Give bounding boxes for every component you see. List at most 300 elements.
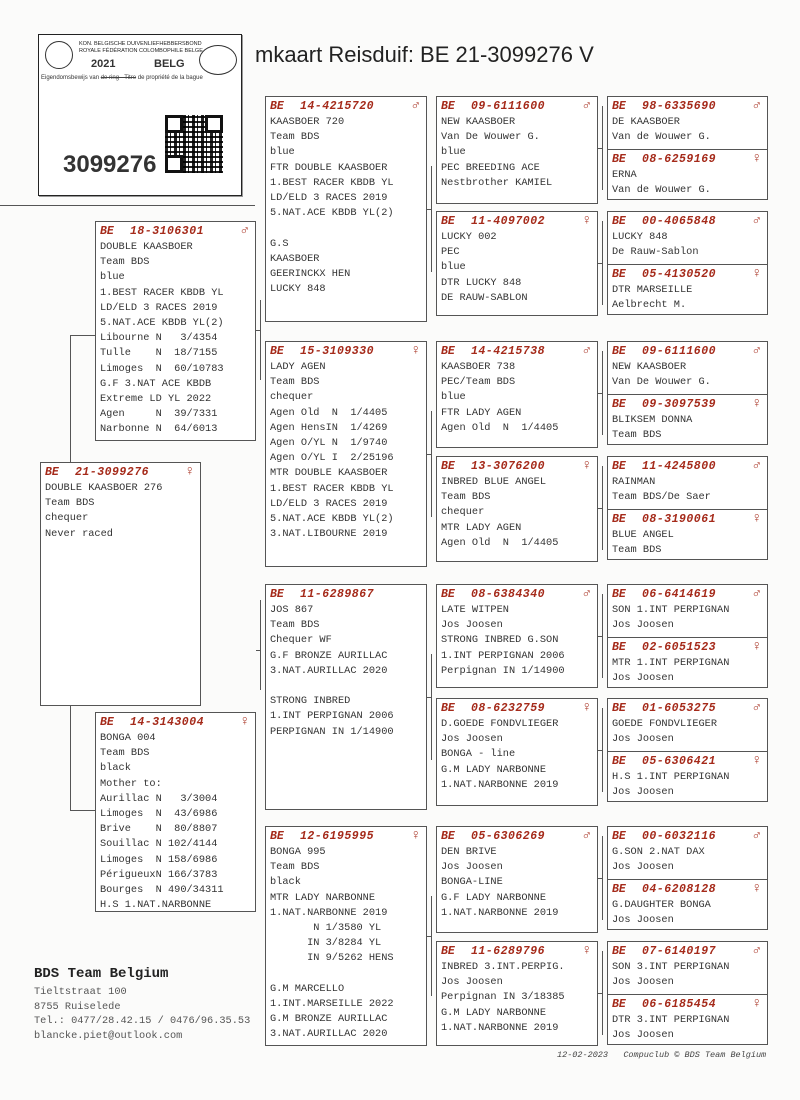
pigeon-info-line: Jos Joosen — [612, 975, 674, 988]
ring-prefix: BE — [612, 701, 626, 715]
pedigree-card-sdds — [608, 457, 767, 509]
ring-header — [608, 150, 767, 168]
connector-line — [260, 600, 261, 690]
pigeon-info-line: N 1/3580 YL — [270, 922, 382, 935]
ring-prefix: BE — [441, 214, 455, 228]
female-icon: ♀ — [240, 714, 249, 730]
connector-line — [598, 636, 602, 637]
ring-prefix: BE — [441, 587, 455, 601]
page-title: mkaart Reisduif: BE 21-3099276 V — [255, 42, 594, 67]
pigeon-info-line: Libourne N 3/4354 — [100, 332, 218, 345]
ring-header — [608, 638, 767, 656]
ring-prefix: BE — [612, 882, 626, 896]
pigeon-info-line: MTR 1.INT PERPIGNAN — [612, 657, 730, 669]
ring-header — [437, 457, 597, 475]
pigeon-info-line: blue — [441, 146, 466, 159]
pigeon-info-line: blue — [270, 146, 295, 159]
pigeon-info-line: Agen N 39/7331 — [100, 408, 218, 421]
ring-year: 2021 — [91, 58, 116, 70]
pedigree-card-pair-sss — [607, 96, 768, 200]
connector-line — [598, 508, 602, 509]
ring-prefix: BE — [270, 344, 284, 358]
ring-header — [608, 699, 767, 717]
male-icon: ♂ — [752, 98, 761, 114]
ring-number: 14-4215738 — [471, 344, 546, 358]
ring-number: 11-6289867 — [300, 587, 375, 601]
ring-header — [608, 585, 767, 603]
pigeon-info-line: Bourges N 490/34311 — [100, 884, 224, 897]
breeder-info — [34, 966, 250, 1043]
ring-number: 08-6259169 — [642, 152, 717, 166]
ring-prefix: BE — [612, 152, 626, 166]
pedigree-card-ssss — [608, 97, 767, 149]
connector-line — [70, 705, 71, 810]
ring-number: 01-6053275 — [642, 701, 717, 715]
ring-prefix: BE — [441, 459, 455, 473]
pigeon-info-line: Limoges N 60/10783 — [100, 362, 224, 375]
pigeon-info-line: Team BDS — [270, 861, 320, 874]
pigeon-info-line: 1.INT PERPIGNAN 2006 — [270, 710, 394, 723]
ring-number: 08-6232759 — [471, 701, 546, 715]
female-icon: ♀ — [411, 828, 420, 844]
pigeon-info-line: 1.INT.MARSEILLE 2022 — [270, 998, 394, 1011]
male-icon: ♂ — [752, 343, 761, 359]
pigeon-info-line — [266, 679, 426, 694]
pigeon-info-line — [266, 221, 426, 236]
ring-header — [608, 265, 767, 283]
pigeon-info-line: FTR DOUBLE KAASBOER — [270, 161, 388, 174]
ring-header — [437, 942, 597, 960]
pigeon-info-line: LUCKY 002 — [441, 231, 497, 243]
connector-line — [256, 650, 260, 651]
pigeon-info-line: MTR LADY NARBONNE — [270, 891, 376, 904]
print-credit: Compuclub © BDS Team Belgium — [623, 1050, 767, 1060]
pigeon-info-line: DEN BRIVE — [441, 846, 497, 858]
ring-number: 06-6185454 — [642, 997, 717, 1011]
ring-number: 12-6195995 — [300, 829, 375, 843]
connector-line — [427, 697, 431, 698]
ring-number: 11-4097002 — [471, 214, 546, 228]
ring-prefix: BE — [441, 829, 455, 843]
pigeon-info-line: Team BDS — [45, 497, 95, 510]
pigeon-info-line: G.F BRONZE AURILLAC — [270, 649, 388, 662]
ring-number: 09-6111600 — [642, 344, 717, 358]
pigeon-info-line: STRONG INBRED — [270, 695, 351, 708]
connector-line — [602, 708, 603, 792]
federation-line-2: ROYALE FÉDÉRATION COLOMBOPHILE BELGE — [79, 48, 203, 54]
male-icon: ♂ — [752, 458, 761, 474]
ring-number: 05-6306269 — [471, 829, 546, 843]
pigeon-info-line: G.M BRONZE AURILLAC — [270, 1013, 388, 1026]
print-stamp — [557, 1050, 766, 1060]
ring-prefix: BE — [441, 701, 455, 715]
pedigree-card-ddss — [608, 827, 767, 879]
male-icon: ♂ — [240, 223, 249, 239]
pigeon-info-line: Team BDS — [612, 543, 662, 556]
ring-prefix: BE — [270, 829, 284, 843]
pigeon-info-line: PérigueuxN 166/3783 — [100, 868, 218, 881]
ring-prefix: BE — [612, 344, 626, 358]
pigeon-info-line: JOS 867 — [270, 604, 314, 616]
ring-header — [608, 457, 767, 475]
connector-line — [427, 936, 431, 937]
pigeon-info-line: Team BDS — [270, 131, 320, 144]
female-icon: ♀ — [752, 266, 761, 282]
connector-line — [427, 209, 431, 210]
ring-prefix: BE — [441, 99, 455, 113]
pigeon-info-line: 1.NAT.NARBONNE 2019 — [441, 1021, 559, 1034]
divider — [0, 205, 255, 206]
ring-header — [437, 342, 597, 360]
pigeon-info-line: LD/ELD 3 RACES 2019 — [270, 497, 388, 510]
connector-line — [431, 411, 432, 517]
female-icon: ♀ — [752, 753, 761, 769]
pigeon-info-line: Jos Joosen — [441, 976, 503, 989]
pigeon-info-line: INBRED 3.INT.PERPIG. — [441, 961, 565, 973]
pedigree-card-sssd — [608, 149, 767, 202]
pigeon-info-line: Team BDS — [270, 619, 320, 632]
pigeon-info-line: DOUBLE KAASBOER 276 — [45, 482, 163, 494]
breeder-phone: Tel.: 0477/28.42.15 / 0476/96.35.53 — [34, 1015, 251, 1027]
pedigree-card-sdsd — [608, 394, 767, 447]
connector-line — [602, 836, 603, 920]
pigeon-info-line: Team BDS — [612, 428, 662, 441]
pigeon-info-line: Jos Joosen — [612, 860, 674, 873]
pigeon-info-line: black — [100, 762, 131, 775]
pigeon-info-line: Jos Joosen — [612, 618, 674, 631]
ring-number: 08-6384340 — [471, 587, 546, 601]
pigeon-info-line: blue — [441, 261, 466, 274]
pigeon-info-line: BONGA 995 — [270, 846, 326, 858]
ring-number: 21-3099276 — [75, 465, 150, 479]
pigeon-info-line: KAASBOER 738 — [441, 361, 516, 373]
pigeon-info-line: Team BDS — [270, 376, 320, 389]
pedigree-card-dssd — [608, 637, 767, 690]
female-icon: ♀ — [752, 996, 761, 1012]
pedigree-card-dsss — [608, 585, 767, 637]
ring-header — [608, 752, 767, 770]
pigeon-info-line: STRONG INBRED G.SON — [441, 634, 559, 647]
pigeon-info-line: GOEDE FONDVLIEGER — [612, 718, 718, 730]
pedigree-card-ds — [265, 584, 427, 810]
ring-number: 11-4245800 — [642, 459, 717, 473]
kbdb-logo — [45, 41, 73, 69]
ring-number: 15-3109330 — [300, 344, 375, 358]
pigeon-info-line: Van De Wouwer G. — [441, 131, 540, 144]
pigeon-info-line: LUCKY 848 — [270, 283, 326, 296]
female-icon: ♀ — [752, 511, 761, 527]
ring-number: 05-4130520 — [642, 267, 717, 281]
connector-line — [602, 466, 603, 550]
pigeon-info-line: Jos Joosen — [441, 619, 503, 632]
female-icon: ♀ — [185, 464, 194, 480]
pedigree-card-dddd — [608, 994, 767, 1047]
connector-line — [602, 106, 603, 190]
ring-header — [608, 995, 767, 1013]
connector-line — [70, 810, 95, 811]
female-icon: ♀ — [582, 700, 591, 716]
federation-name — [79, 41, 203, 55]
ring-country: BELG — [154, 58, 185, 70]
pigeon-info-line: Mother to: — [100, 777, 162, 790]
connector-line — [602, 351, 603, 435]
pedigree-card-pair-sds — [607, 341, 768, 445]
pigeon-info-line: De Rauw-Sablon — [612, 245, 699, 258]
ring-number: 07-6140197 — [642, 944, 717, 958]
ring-header — [608, 827, 767, 845]
female-icon: ♀ — [752, 396, 761, 412]
pigeon-info-line: G.M LADY NARBONNE — [441, 763, 547, 776]
ownership-text-a: Eigendomsbewijs van — [41, 75, 101, 81]
connector-line — [598, 148, 602, 149]
pigeon-info-line: blue — [100, 271, 125, 284]
pigeon-info-line: Jos Joosen — [612, 671, 674, 684]
ring-prefix: BE — [270, 99, 284, 113]
female-icon: ♀ — [582, 458, 591, 474]
pigeon-info-line: NEW KAASBOER — [612, 361, 687, 373]
pigeon-info-line: DTR LUCKY 848 — [441, 276, 522, 289]
ring-header — [96, 222, 255, 240]
pigeon-info-line: Agen Old N 1/4405 — [441, 421, 559, 434]
ring-prefix: BE — [612, 459, 626, 473]
pigeon-info-line: Agen Old N 1/4405 — [441, 536, 559, 549]
pigeon-info-line: 1.INT PERPIGNAN 2006 — [441, 649, 565, 662]
qr-code — [165, 115, 223, 173]
ring-number: 14-4215720 — [300, 99, 375, 113]
pigeon-info-line: MTR DOUBLE KAASBOER — [270, 467, 388, 480]
connector-line — [256, 330, 260, 331]
ring-number: 3099276 — [63, 151, 157, 178]
ring-number: 06-6414619 — [642, 587, 717, 601]
pedigree-card-ssd — [436, 211, 598, 316]
ring-number: 09-6111600 — [471, 99, 546, 113]
pigeon-info-line: G.F 3.NAT ACE KBDB — [100, 377, 212, 390]
male-icon: ♂ — [752, 943, 761, 959]
ownership-text-struck: de ring - Titre — [100, 75, 137, 81]
ring-number: 04-6208128 — [642, 882, 717, 896]
breeder-city: 8755 Ruiselede — [34, 1000, 121, 1013]
pigeon-info-line: Perpignan IN 1/14900 — [441, 664, 565, 677]
pigeon-info-line: Nestbrother KAMIEL — [441, 176, 553, 189]
pigeon-info-line: chequer — [45, 512, 89, 525]
pedigree-card-pair-sdd — [607, 456, 768, 560]
pedigree-card-sss — [436, 96, 598, 204]
ring-header — [266, 342, 426, 360]
pigeon-info-line: G.DAUGHTER BONGA — [612, 899, 711, 911]
pigeon-info-line: Limoges N 43/6986 — [100, 808, 218, 821]
ring-header — [266, 97, 426, 115]
connector-line — [598, 750, 602, 751]
pigeon-info-line: DTR 3.INT PERPIGNAN — [612, 1014, 730, 1026]
pigeon-info-line: G.M MARCELLO — [270, 982, 345, 995]
ring-number: 13-3076200 — [471, 459, 546, 473]
pigeon-info-line: Jos Joosen — [441, 733, 503, 746]
ring-number: 09-3097539 — [642, 397, 717, 411]
pigeon-info-line: 1.NAT.NARBONNE 2019 — [441, 906, 559, 919]
pigeon-info-line: Aelbrecht M. — [612, 298, 687, 311]
pigeon-info-line: Team BDS/De Saer — [612, 490, 711, 503]
print-date: 12-02-2023 — [557, 1050, 609, 1060]
pigeon-info-line: Jos Joosen — [612, 1028, 674, 1041]
female-icon: ♀ — [582, 213, 591, 229]
pigeon-info-line: LUCKY 848 — [612, 231, 668, 243]
pedigree-card-dsd — [436, 698, 598, 806]
pigeon-info-line: Extreme LD YL 2022 — [100, 393, 212, 406]
pigeon-info-line: 5.NAT.ACE KBDB YL(2) — [100, 317, 224, 330]
pigeon-info-line: G.S — [270, 237, 289, 250]
pigeon-info-line: BONGA-LINE — [441, 876, 503, 889]
pedigree-card-s — [95, 221, 256, 441]
pigeon-info-line: Limoges N 158/6986 — [100, 853, 218, 866]
female-icon: ♀ — [582, 943, 591, 959]
pigeon-info-line: BLUE ANGEL — [612, 529, 674, 541]
pigeon-info-line: Van de Wouwer G. — [612, 183, 711, 196]
ring-header — [608, 395, 767, 413]
connector-line — [431, 896, 432, 996]
female-icon: ♀ — [752, 881, 761, 897]
connector-line — [431, 166, 432, 272]
ring-header — [437, 585, 597, 603]
ring-prefix: BE — [100, 715, 114, 729]
pigeon-info-line: 3.NAT.AURILLAC 2020 — [270, 664, 388, 677]
pigeon-info-line: G.F LADY NARBONNE — [441, 891, 547, 904]
pigeon-info-line: Agen Old N 1/4405 — [270, 406, 388, 419]
pigeon-info-line: GEERINCKX HEN — [270, 268, 351, 281]
pigeon-info-line: BONGA - line — [441, 748, 516, 761]
male-icon: ♂ — [752, 700, 761, 716]
ring-prefix: BE — [612, 267, 626, 281]
ring-header — [96, 713, 255, 731]
pedigree-card-sdss — [608, 342, 767, 394]
connector-line — [598, 878, 602, 879]
pigeon-info-line: BONGA 004 — [100, 732, 156, 744]
pigeon-info-line: 1.BEST RACER KBDB YL — [270, 482, 394, 495]
breeder-street: Tieltstraat 100 — [34, 986, 127, 998]
pedigree-card-ss — [265, 96, 427, 322]
connector-line — [598, 263, 602, 264]
pedigree-card-dsdd — [608, 751, 767, 804]
ring-prefix: BE — [612, 214, 626, 228]
ownership-text — [41, 75, 203, 81]
ring-card — [38, 34, 242, 196]
pedigree-card-dss — [436, 584, 598, 688]
ring-prefix: BE — [612, 587, 626, 601]
ring-header — [437, 97, 597, 115]
ring-prefix: BE — [270, 587, 284, 601]
pigeon-info-line: Aurillac N 3/3004 — [100, 792, 218, 805]
pedigree-card-sdd — [436, 456, 598, 562]
pedigree-card-pair-dss — [607, 584, 768, 688]
male-icon: ♂ — [582, 828, 591, 844]
ring-prefix: BE — [612, 99, 626, 113]
pedigree-card-pair-ddd — [607, 941, 768, 1045]
ring-header — [266, 827, 426, 845]
pigeon-info-line: IN 9/5262 HENS — [270, 952, 394, 965]
pigeon-info-line: PEC/Team BDS — [441, 376, 516, 389]
ring-number: 18-3106301 — [130, 224, 205, 238]
connector-line — [598, 393, 602, 394]
female-icon: ♀ — [752, 639, 761, 655]
pigeon-info-line: Van de Wouwer G. — [612, 130, 711, 143]
fci-logo — [199, 45, 237, 75]
federation-line-1: KON. BELGISCHE DUIVENLIEFHEBBERSBOND — [79, 41, 202, 47]
pigeon-info-line: DE RAUW-SABLON — [441, 291, 528, 304]
ring-prefix: BE — [612, 397, 626, 411]
pigeon-info-line: Van De Wouwer G. — [612, 375, 711, 388]
pigeon-info-line: SON 1.INT PERPIGNAN — [612, 604, 730, 616]
ring-number: 00-6032116 — [642, 829, 717, 843]
pigeon-info-line: D.GOEDE FONDVLIEGER — [441, 718, 559, 730]
pedigree-card-ssds — [608, 212, 767, 264]
pigeon-info-line: RAINMAN — [612, 476, 656, 488]
pigeon-info-line: Narbonne N 64/6013 — [100, 423, 218, 436]
male-icon: ♂ — [411, 98, 420, 114]
pigeon-info-line: DOUBLE KAASBOER — [100, 241, 193, 253]
pigeon-info-line: chequer — [441, 506, 485, 519]
pigeon-info-line: PEC — [441, 246, 460, 259]
male-icon: ♂ — [582, 343, 591, 359]
ring-prefix: BE — [612, 944, 626, 958]
male-icon: ♂ — [752, 586, 761, 602]
pigeon-info-line: 3.NAT.AURILLAC 2020 — [270, 1028, 388, 1041]
pigeon-info-line: KAASBOER 720 — [270, 116, 345, 128]
breeder-name: BDS Team Belgium — [34, 966, 169, 982]
ring-prefix: BE — [100, 224, 114, 238]
connector-line — [602, 594, 603, 678]
pedigree-card-ddds — [608, 942, 767, 994]
ring-prefix: BE — [441, 344, 455, 358]
pedigree-card-sddd — [608, 509, 767, 562]
pedigree-card-pair-ssd — [607, 211, 768, 315]
ring-prefix: BE — [612, 512, 626, 526]
connector-line — [602, 221, 603, 305]
pigeon-info-line: Never raced — [45, 527, 113, 540]
pigeon-info-line: 1.NAT.NARBONNE 2019 — [441, 778, 559, 791]
pigeon-info-line: 1.BEST RACER KBDB YL — [270, 176, 394, 189]
pigeon-info-line: Tulle N 18/7155 — [100, 347, 218, 360]
ring-prefix: BE — [612, 754, 626, 768]
pigeon-info-line: 1.NAT.NARBONNE 2019 — [270, 906, 388, 919]
ring-number: 00-4065848 — [642, 214, 717, 228]
pedigree-card-ssdd — [608, 264, 767, 317]
connector-line — [427, 454, 431, 455]
pigeon-info-line: LATE WITPEN — [441, 604, 509, 616]
pigeon-info-line: KAASBOER — [270, 252, 320, 265]
pigeon-info-line: Brive N 80/8807 — [100, 823, 218, 836]
ring-number: 08-3190061 — [642, 512, 717, 526]
pigeon-info-line: LD/ELD 3 RACES 2019 — [270, 192, 388, 205]
connector-line — [602, 951, 603, 1035]
pigeon-info-line: Jos Joosen — [612, 785, 674, 798]
ring-header — [608, 342, 767, 360]
ring-header — [437, 212, 597, 230]
pigeon-info-line: FTR LADY AGEN — [441, 406, 522, 419]
connector-line — [431, 654, 432, 760]
pigeon-info-line: G.SON 2.NAT DAX — [612, 846, 705, 858]
ownership-text-b: de propriété de la bague — [136, 75, 203, 81]
pigeon-info-line: IN 3/8284 YL — [270, 937, 382, 950]
ring-number: 02-6051523 — [642, 640, 717, 654]
pigeon-info-line — [266, 967, 426, 982]
ring-header — [41, 463, 200, 481]
connector-line — [598, 993, 602, 994]
connector-line — [70, 335, 95, 336]
ring-header — [608, 942, 767, 960]
ring-prefix: BE — [612, 640, 626, 654]
pedigree-card-ddd — [436, 941, 598, 1046]
male-icon: ♂ — [752, 828, 761, 844]
ring-prefix: BE — [612, 997, 626, 1011]
